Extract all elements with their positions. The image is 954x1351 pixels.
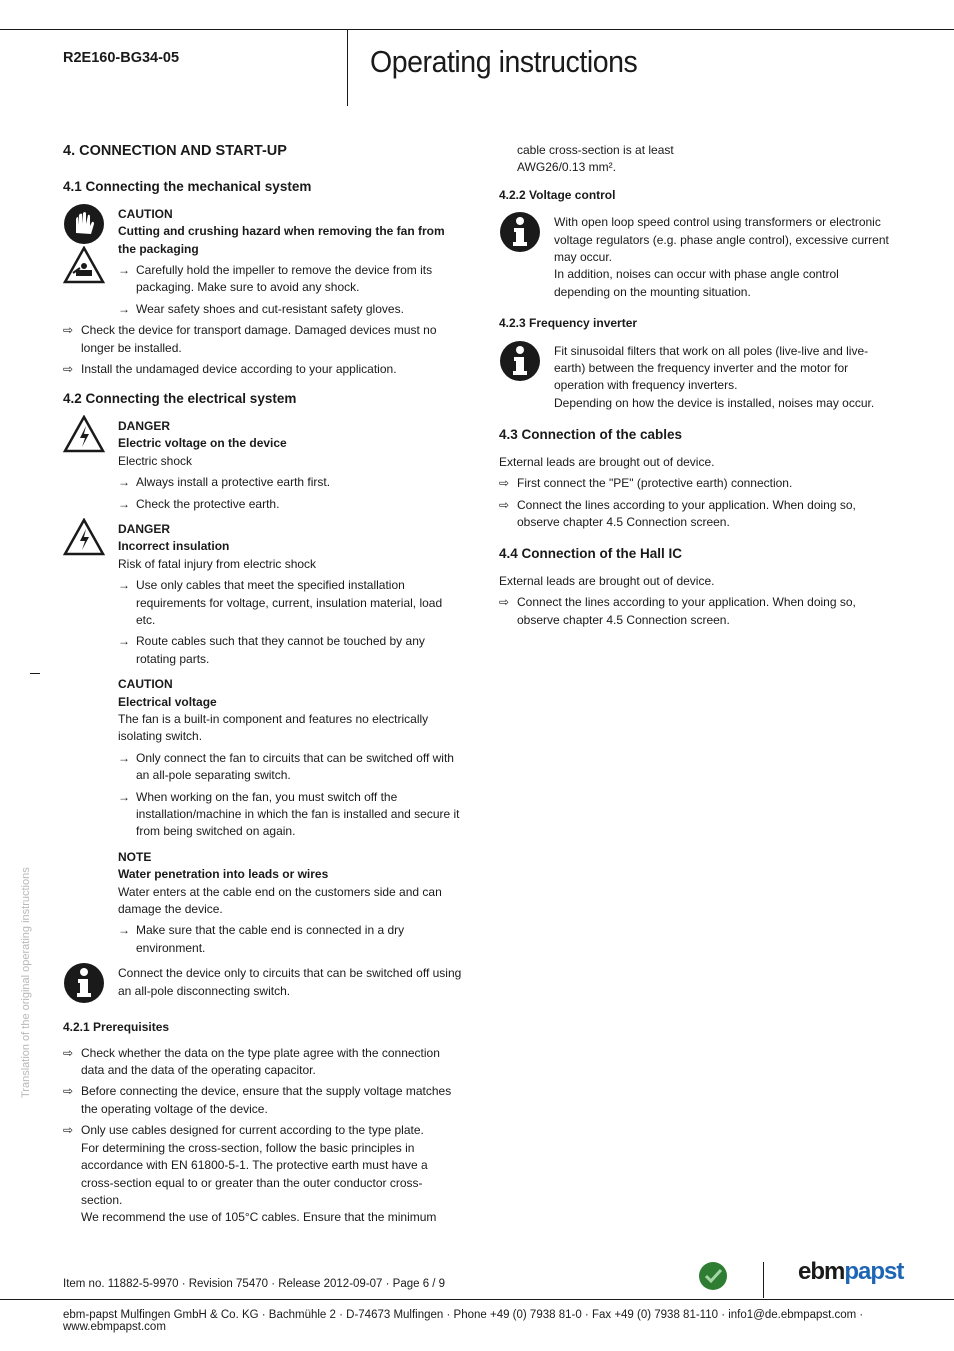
ebmpapst-logo: ebmpapst [798, 1258, 904, 1285]
right-column [499, 142, 894, 629]
info-icon [63, 962, 105, 1004]
note-title: Water penetration into leads or wires [118, 867, 329, 882]
bullet-item: ⇨ Only use cables designed for current according to the type plate. For determining the cross-section, follow the basic principles in accordance with EN 61800-5-1. The protective earth must have a cross-section equal to or greater than the outer conductor cross-section. We recommend the use of 105°C cables. Ensure that the minimum [63, 1123, 437, 1225]
bullet-item: ⇨ Connect the lines according to your application. When doing so, observe chapter 4.5 Connection screen. [499, 497, 856, 529]
note-water [118, 849, 463, 957]
danger-text: Electric shock [118, 453, 193, 468]
heading-4-2-2: 4.2.2 Voltage control [499, 187, 616, 202]
info-text: In addition, noises can occur with phase angle control depending on the mounting situation. [554, 267, 839, 299]
danger-insulation [63, 521, 463, 668]
item-info: Item no. 11882-5-9970 · Revision 75470 · Release 2012-09-07 · Page 6 / 9 [63, 1278, 446, 1290]
caution-label: CAUTION [118, 206, 173, 221]
step-item: → Only connect the fan to circuits that can be switched off with an all-pole separating switch. [118, 750, 454, 783]
high-voltage-icon [63, 518, 105, 556]
gloves-icon [63, 203, 105, 245]
caution-title: Electrical voltage [118, 694, 217, 709]
page-title: Operating instructions [370, 44, 638, 79]
heading-4-1: 4.1 Connecting the mechanical system [63, 179, 312, 195]
heading-4-2-1: 4.2.1 Prerequisites [63, 1020, 170, 1035]
high-voltage-icon [63, 415, 105, 453]
step-item: → Use only cables that meet the specified installation requirements for voltage, current, insulation material, load etc. [118, 578, 443, 627]
info-icon [499, 211, 541, 253]
step-item: → Carefully hold the impeller to remove the device from its packaging. Make sure to avoid any shock. [118, 263, 433, 295]
heading-4-2: 4.2 Connecting the electrical system [63, 391, 297, 407]
company-info: ebm-papst Mulfingen GmbH & Co. KG · Bachmühle 2 · D-74673 Mulfingen · Phone +49 (0) 7938 81-0 · Fax +49 (0) 7938 81-110 · info1@de.ebmpapst.com · www.ebmpapst.com [63, 1309, 864, 1333]
green-tech-badge-icon [698, 1261, 728, 1291]
info-icon [499, 340, 541, 382]
danger-label: DANGER [118, 418, 171, 433]
bullet-item: ⇨ Connect the lines according to your application. When doing so, observe chapter 4.5 Connection screen. [499, 595, 856, 627]
caution-text: The fan is a built-in component and features no electrically isolating switch. [118, 711, 429, 744]
footer-rule [0, 1299, 954, 1300]
footer-divider [763, 1262, 764, 1298]
step-item: → When working on the fan, you must switch off the installation/machine in which the fan is installed and secure it from being switched on again. [118, 789, 460, 839]
margin-mark [30, 673, 40, 674]
continued-text: cable cross-section is at least AWG26/0.13 mm². [517, 143, 674, 175]
heading-4-2-3: 4.2.3 Frequency inverter [499, 316, 638, 331]
danger-label: DANGER [118, 521, 171, 536]
bullet-item: ⇨ Install the undamaged device according to your application. [63, 362, 397, 377]
step-item: → Check the protective earth. [118, 496, 280, 511]
danger-title: Electric voltage on the device [118, 436, 287, 451]
info-text: With open loop speed control using transformers or electronic voltage regulators (e.g. phase angle control), excessive current may occur. [554, 215, 889, 265]
step-item: → Make sure that the cable end is connected in a dry environment. [118, 923, 405, 955]
info-text: Depending on how the device is installed, noises may occur. [554, 395, 875, 410]
note-text: Water enters at the cable end on the customers side and can damage the device. [118, 884, 442, 917]
bullet-item: ⇨ Before connecting the device, ensure that the supply voltage matches the operating voltage of the device. [63, 1084, 452, 1116]
intro-text: External leads are brought out of device. [499, 573, 715, 588]
danger-title: Incorrect insulation [118, 539, 230, 554]
step-item: → Always install a protective earth first. [118, 475, 331, 490]
heading-4-4: 4.4 Connection of the Hall IC [499, 546, 683, 562]
crushing-hazard-icon [63, 246, 105, 284]
header-divider [347, 29, 348, 106]
intro-text: External leads are brought out of device. [499, 454, 715, 469]
bullet-item: ⇨ Check the device for transport damage. Damaged devices must no longer be installed. [63, 323, 437, 355]
caution-title: Cutting and crushing hazard when removing the fan from the packaging [118, 224, 445, 256]
model-number: R2E160-BG34-05 [63, 50, 180, 66]
step-item: → Route cables such that they cannot be touched by any rotating parts. [118, 634, 425, 666]
danger-voltage [63, 418, 463, 513]
left-column [63, 143, 463, 1227]
info-voltage-control [499, 214, 894, 301]
info-text: Fit sinusoidal filters that work on all poles (live-live and live-earth) between the frequency inverter and the motor for operation with frequency inverters. [554, 343, 869, 393]
info-text: Connect the device only to circuits that can be switched off using an all-pole disconnecting switch. [118, 966, 462, 998]
caution-label: CAUTION [118, 677, 173, 692]
step-item: → Wear safety shoes and cut-resistant safety gloves. [118, 301, 404, 316]
note-label: NOTE [118, 849, 152, 864]
danger-text: Risk of fatal injury from electric shock [118, 556, 317, 571]
heading-4-3: 4.3 Connection of the cables [499, 427, 683, 443]
caution-electrical [118, 676, 463, 841]
header-top-rule [0, 29, 954, 30]
caution-mechanical [63, 206, 463, 318]
info-disconnect [63, 965, 463, 1005]
info-frequency-inverter [499, 343, 894, 413]
bullet-item: ⇨ First connect the "PE" (protective earth) connection. [499, 476, 793, 491]
section-title: 4. CONNECTION AND START-UP [63, 143, 287, 159]
side-caption: Translation of the original operating instructions [20, 867, 32, 1098]
bullet-item: ⇨ Check whether the data on the type plate agree with the connection data and the data of the operating capacitor. [63, 1045, 440, 1078]
